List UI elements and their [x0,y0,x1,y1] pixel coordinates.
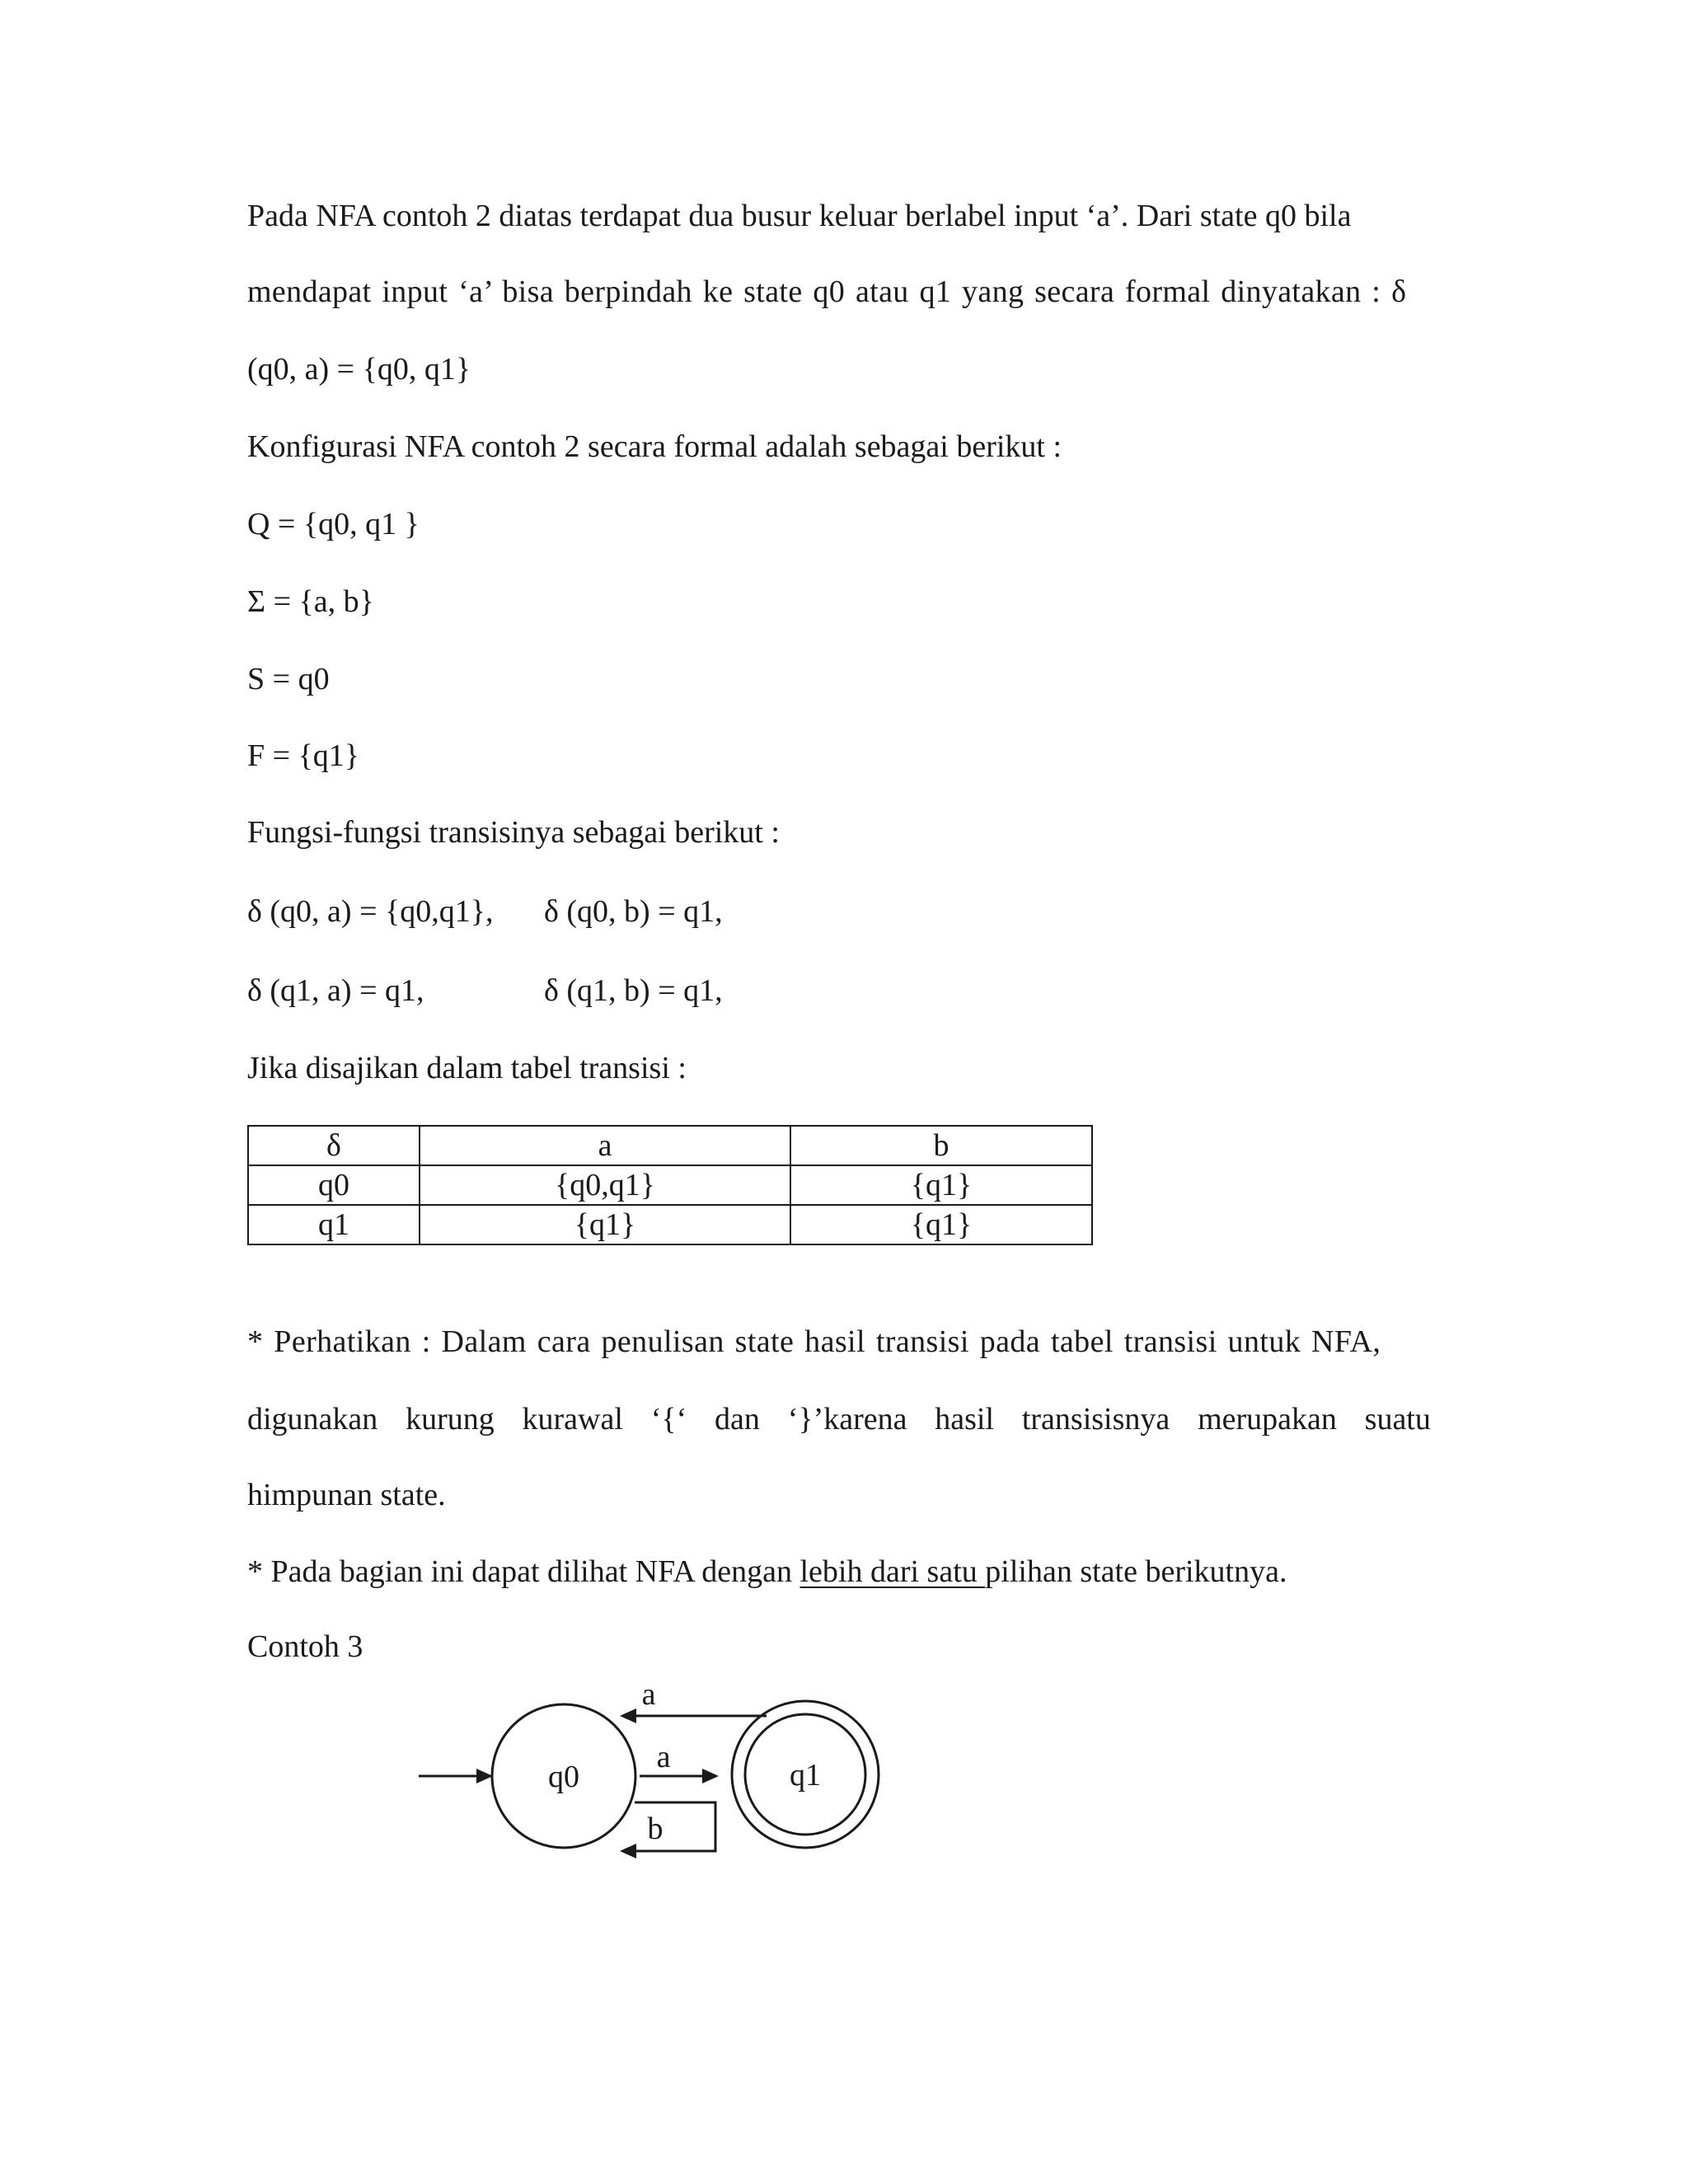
transition-q0-loop-arrowhead [620,1844,636,1858]
start-arrowhead [476,1769,493,1783]
transition-q0-loop-label: b [647,1811,663,1846]
paragraph-1-line-2: mendapat input ‘a’ bisa berpindah ke state q0 atau q1 yang secara formal dinyatakan : δ [247,274,1407,309]
note-2-suffix: pilihan state berikutnya. [985,1554,1287,1589]
table-header-cell: b [790,1126,1092,1165]
note-1-line-3: himpunan state. [247,1478,446,1512]
transition-q0-a: δ (q0, a) = {q0,q1}, [247,894,494,929]
example-title: Contoh 3 [247,1629,363,1664]
note-1-line-1: * Perhatikan : Dalam cara penulisan state hasil transisi pada tabel transisi untuk NFA, [247,1324,1381,1359]
note-2-prefix: * Pada bagian ini dapat dilihat NFA dengan [247,1554,800,1589]
table-cell: {q1} [790,1165,1092,1205]
transition-q0-q1-arrowhead [702,1769,719,1783]
transition-q1-q0-arrowhead [620,1708,636,1723]
state-q1-label: q1 [790,1758,821,1793]
config-sigma: Σ = {a, b} [247,584,374,619]
note-1-word: kurung [406,1402,495,1436]
table-header-cell: a [420,1126,790,1165]
transition-q1-b: δ (q1, b) = q1, [544,973,723,1008]
table-cell: {q0,q1} [420,1165,790,1205]
table-cell: q1 [248,1205,420,1244]
config-s: S = q0 [247,662,330,696]
transition-q0-loop-line [626,1802,715,1851]
paragraph-1-line-1: Pada NFA contoh 2 diatas terdapat dua busur keluar berlabel input ‘a’. Dari state q0 bila [247,199,1352,233]
note-2-underlined: lebih dari satu [799,1554,986,1589]
table-cell: {q1} [790,1205,1092,1244]
note-1-word: ‘}’karena [787,1402,907,1436]
transitions-intro: Fungsi-fungsi transisinya sebagai berikut : [247,815,780,850]
config-f: F = {q1} [247,738,360,773]
transition-q0-q1-label: a [656,1740,671,1774]
transition-q1-q0-label: a [641,1677,656,1712]
note-1-word: ‘{‘ [650,1402,687,1436]
note-1-word: merupakan [1198,1402,1337,1436]
state-q0-label: q0 [548,1760,579,1794]
note-1-word: suatu [1364,1402,1431,1436]
config-intro: Konfigurasi NFA contoh 2 secara formal adalah sebagai berikut : [247,429,1062,464]
note-1-word: digunakan [247,1402,378,1436]
table-cell: q0 [248,1165,420,1205]
note-1-word: hasil [935,1402,995,1436]
note-1-word: dan [715,1402,760,1436]
config-q: Q = {q0, q1 } [247,507,420,541]
table-cell: {q1} [420,1205,790,1244]
table-header-cell: δ [248,1126,420,1165]
note-1-word: kurawal [522,1402,623,1436]
paragraph-1-line-3: (q0, a) = {q0, q1} [247,352,471,387]
transition-q1-a: δ (q1, a) = q1, [247,973,424,1008]
note-1-word: transisisnya [1021,1402,1170,1436]
transition-q0-b: δ (q0, b) = q1, [544,894,723,929]
table-intro: Jika disajikan dalam tabel transisi : [247,1051,687,1085]
